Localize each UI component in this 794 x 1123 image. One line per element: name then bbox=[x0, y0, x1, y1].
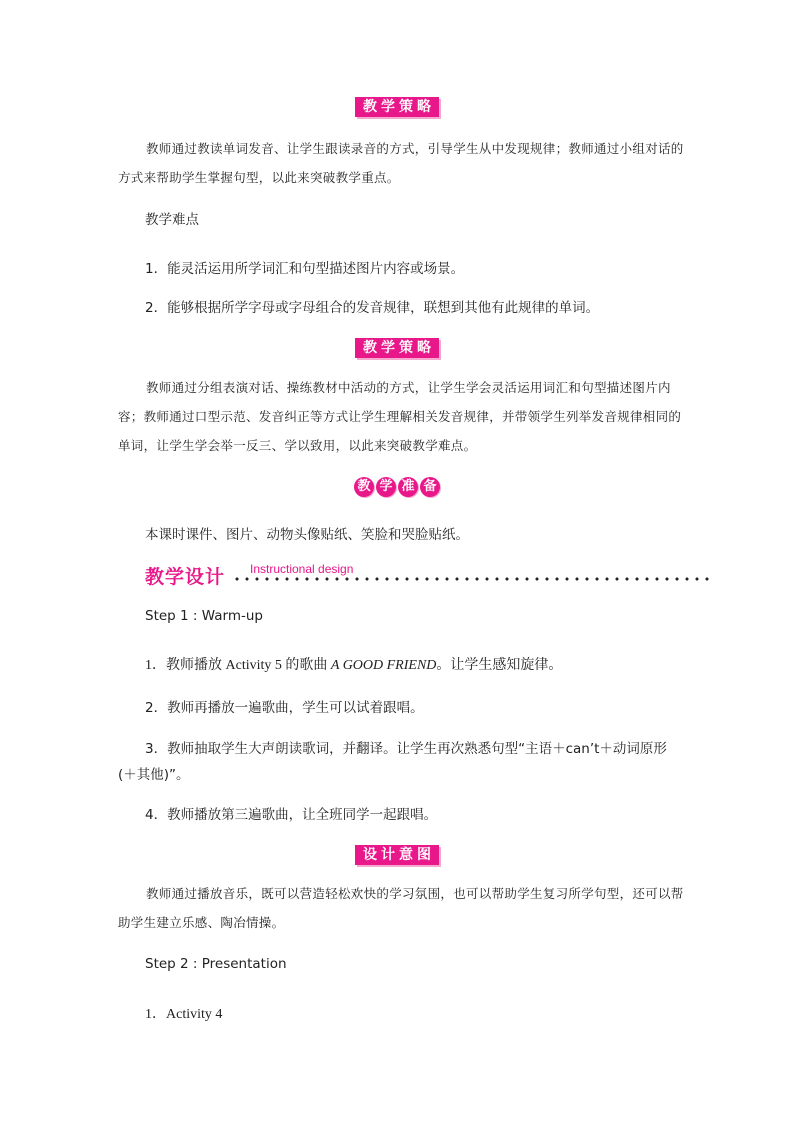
step-1-item-1-post: 。让学生感知旋律。 bbox=[436, 658, 563, 673]
step-1-item-3-line-1: 3．教师抽取学生大声朗读歌词，并翻译。让学生再次熟悉句型“主语＋can’t＋动词原形 bbox=[145, 741, 667, 757]
difficulty-heading: 教学难点 bbox=[145, 212, 199, 228]
design-subtitle: Instructional design bbox=[250, 562, 354, 576]
strategy-1-paragraph: 教师通过教读单词发音、让学生跟读录音的方式，引导学生从中发现规律；教师通过小组对话的方式来帮助学生掌握句型，以此来突破教学重点。 bbox=[118, 141, 684, 185]
strategy-2-paragraph: 教师通过分组表演对话、操练教材中活动的方式，让学生学会灵活运用词汇和句型描述图片内容；教师通过口型示范、发音纠正等方式让学生理解相关发音规律，并带领学生列举发音规律相同的单词，让学生学会举一反三、学以致用，以此来突破教学难点。 bbox=[118, 380, 682, 453]
step-1-item-2: 2．教师再播放一遍歌曲，学生可以试着跟唱。 bbox=[145, 700, 424, 716]
step-1-item-3-line-2: (＋其他)”。 bbox=[118, 767, 190, 783]
step-1-item-1 bbox=[145, 654, 562, 674]
intent-badge: 设计意图 bbox=[355, 845, 439, 865]
dotted-divider bbox=[232, 577, 710, 581]
difficulty-item-1: 1．能灵活运用所学词汇和句型描述图片内容或场景。 bbox=[145, 261, 465, 277]
prep-text: 本课时课件、图片、动物头像贴纸、笑脸和哭脸贴纸。 bbox=[145, 527, 469, 543]
prep-badge-char: 教 bbox=[354, 477, 374, 497]
difficulty-item-2: 2．能够根据所学字母或字母组合的发音规律，联想到其他有此规律的单词。 bbox=[145, 300, 600, 316]
prep-badge bbox=[353, 477, 441, 497]
step-2-heading: Step 2 : Presentation bbox=[145, 956, 287, 972]
prep-badge-wrap bbox=[0, 475, 794, 497]
step-2-item-1: 1．Activity 4 bbox=[145, 1007, 223, 1022]
song-title: A GOOD FRIEND bbox=[330, 658, 437, 673]
step-1-heading: Step 1 : Warm-up bbox=[145, 608, 263, 624]
step-1-item-4: 4．教师播放第三遍歌曲，让全班同学一起跟唱。 bbox=[145, 807, 438, 823]
prep-badge-char: 准 bbox=[398, 477, 418, 497]
intent-paragraph: 教师通过播放音乐，既可以营造轻松欢快的学习氛围，也可以帮助学生复习所学句型，还可以帮助学生建立乐感、陶冶情操。 bbox=[118, 886, 684, 930]
prep-badge-char: 学 bbox=[376, 477, 396, 497]
design-title: 教学设计 bbox=[145, 566, 226, 588]
intent-badge-wrap bbox=[0, 844, 794, 865]
strategy-badge: 教学策略 bbox=[355, 338, 439, 358]
prep-badge-char: 备 bbox=[420, 477, 440, 497]
step-1-item-1-pre: 1．教师播放 Activity 5 的歌曲 bbox=[145, 658, 331, 673]
strategy-badge-1-wrap bbox=[0, 96, 794, 117]
strategy-badge-2-wrap bbox=[0, 337, 794, 358]
strategy-badge: 教学策略 bbox=[355, 97, 439, 117]
